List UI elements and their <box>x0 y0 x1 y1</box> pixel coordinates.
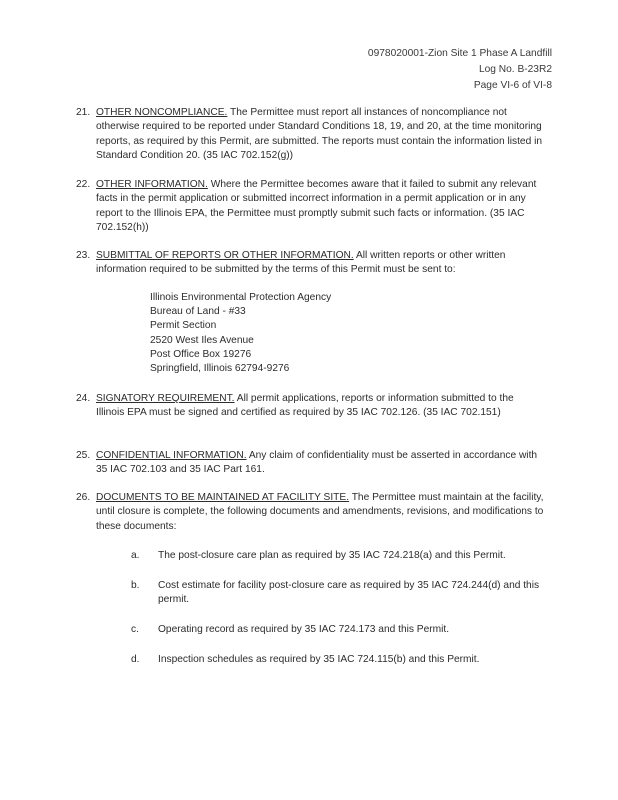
header-page-number: Page VI-6 of VI-8 <box>473 80 552 91</box>
mailing-address <box>150 291 331 376</box>
condition-25 <box>76 449 544 478</box>
address-line: Permit Section <box>150 320 217 332</box>
condition-body: All written reports or other written information required to be submitted by the terms of this Permit must be sent to: <box>96 250 506 276</box>
condition-body: The Permittee must report all instances of noncompliance not otherwise required to be reported under Standard Conditions 18, 19, and 20, at the time monitoring reports, as required by this Permit, are submitted. The reports must contain the information listed in Standard Condition 20. (35 IAC 702.152(g)) <box>96 107 543 162</box>
condition-title: SUBMITTAL OF REPORTS OR OTHER INFORMATION. <box>96 250 354 261</box>
condition-body: The Permittee must maintain at the facility, until closure is complete, the following documents and amendments, revisions, and modifications to these documents: <box>96 492 544 532</box>
condition-21 <box>76 106 544 164</box>
condition-title: CONFIDENTIAL INFORMATION. <box>96 450 247 461</box>
header-log-number: Log No. B-23R2 <box>478 64 552 75</box>
condition-number: 21. <box>76 107 91 118</box>
condition-23 <box>76 249 544 278</box>
address-line: 2520 West Iles Avenue <box>150 334 254 346</box>
condition-body: All permit applications, reports or information submitted to the Illinois EPA must be signed and certified as required by 35 IAC 702.126. (35 IAC 702.151) <box>96 393 514 419</box>
condition-body: Where the Permittee becomes aware that it failed to submit any relevant facts in the permit application or submitted incorrect information in a permit application or in any report to the Illinois EPA, the Permittee must promptly submit such facts or information. (35 IAC 702.152(h)) <box>96 179 537 234</box>
list-item-text: Cost estimate for facility post-closure care as required by 35 IAC 724.244(d) and this permit. <box>158 580 540 606</box>
list-item-letter: b. <box>131 580 140 591</box>
list-item-text: Inspection schedules as required by 35 IAC 724.115(b) and this Permit. <box>158 654 480 665</box>
page-header <box>368 46 552 94</box>
condition-24 <box>76 392 544 421</box>
header-site-id: 0978020001-Zion Site 1 Phase A Landfill <box>367 48 552 59</box>
address-line: Bureau of Land - #33 <box>150 306 246 318</box>
condition-number: 22. <box>76 179 91 190</box>
list-item-text: Operating record as required by 35 IAC 724.173 and this Permit. <box>158 624 450 635</box>
address-line: Post Office Box 19276 <box>150 348 252 360</box>
list-item-text: The post-closure care plan as required by 35 IAC 724.218(a) and this Permit. <box>158 550 506 561</box>
list-item-letter: c. <box>131 624 139 635</box>
condition-number: 23. <box>76 250 91 261</box>
condition-22 <box>76 178 544 236</box>
address-line: Springfield, Illinois 62794-9276 <box>150 363 290 375</box>
list-item-letter: d. <box>131 654 140 665</box>
condition-title: SIGNATORY REQUIREMENT. <box>96 393 235 404</box>
condition-title: DOCUMENTS TO BE MAINTAINED AT FACILITY SITE. <box>96 492 350 503</box>
condition-number: 26. <box>76 492 91 503</box>
condition-title: OTHER NONCOMPLIANCE. <box>96 107 228 118</box>
condition-number: 24. <box>76 393 91 404</box>
list-item-letter: a. <box>131 550 140 561</box>
address-line: Illinois Environmental Protection Agency <box>150 292 332 303</box>
condition-body: Any claim of confidentiality must be asserted in accordance with 35 IAC 702.103 and 35 IAC Part 161. <box>96 450 538 476</box>
condition-26 <box>76 491 544 534</box>
condition-number: 25. <box>76 450 91 461</box>
condition-title: OTHER INFORMATION. <box>96 179 208 190</box>
